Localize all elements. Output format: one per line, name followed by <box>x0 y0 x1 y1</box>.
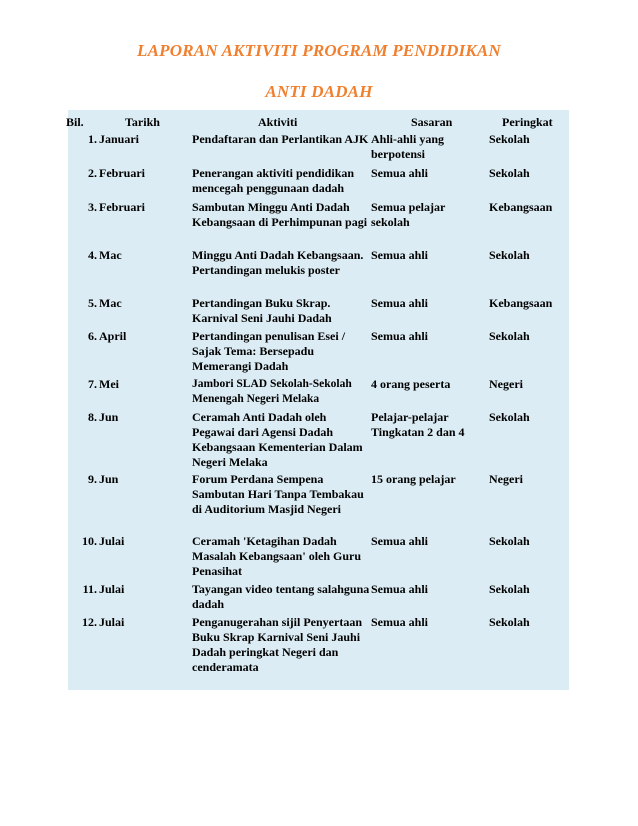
cell-tarikh: Mac <box>99 296 122 310</box>
cell-sasaran: 15 orang pelajar <box>371 472 456 486</box>
cell-aktiviti: Jambori SLAD Sekolah-Sekolah Menengah Negeri Melaka <box>192 378 352 405</box>
cell-tarikh: Jun <box>99 472 119 486</box>
cell-peringkat: Sekolah <box>489 534 530 548</box>
cell-bil: 12. <box>82 615 97 629</box>
cell-bil: 6. <box>88 329 97 343</box>
cell-tarikh: Mac <box>99 248 122 262</box>
cell-sasaran: 4 orang peserta <box>371 377 451 391</box>
cell-tarikh: Februari <box>99 166 145 180</box>
cell-tarikh: Julai <box>99 534 125 548</box>
cell-aktiviti: Ceramah Anti Dadah oleh Pegawai dari Agensi Dadah Kebangsaan Kementerian Dalam Negeri Melaka <box>192 410 363 469</box>
cell-sasaran: Semua ahli <box>371 329 429 343</box>
cell-bil: 4. <box>88 248 97 262</box>
header-sasaran: Sasaran <box>411 115 453 129</box>
cell-peringkat: Sekolah <box>489 166 530 180</box>
cell-peringkat: Negeri <box>489 472 523 486</box>
cell-bil: 8. <box>88 410 97 424</box>
cell-aktiviti: Penerangan aktiviti pendidikan mencegah penggunaan dadah <box>192 166 355 195</box>
cell-bil: 3. <box>88 200 97 214</box>
cell-peringkat: Sekolah <box>489 582 530 596</box>
header-bil: Bil. <box>66 115 84 129</box>
cell-sasaran: Semua ahli <box>371 615 429 629</box>
activity-table <box>68 110 569 690</box>
cell-bil: 7. <box>88 377 97 391</box>
cell-aktiviti: Pendaftaran dan Perlantikan AJK <box>192 132 369 146</box>
cell-sasaran: Semua pelajar sekolah <box>371 200 446 229</box>
report-title-line1: LAPORAN AKTIVITI PROGRAM PENDIDIKAN <box>137 41 501 60</box>
cell-tarikh: Julai <box>99 615 125 629</box>
report-title-line2: ANTI DADAH <box>265 82 373 101</box>
cell-tarikh: Januari <box>99 132 140 146</box>
cell-tarikh: Februari <box>99 200 145 214</box>
cell-aktiviti: Pertandingan penulisan Esei / Sajak Tema: Bersepadu Memerangi Dadah <box>192 329 346 373</box>
cell-bil: 11. <box>82 582 97 596</box>
cell-aktiviti: Pertandingan Buku Skrap. Karnival Seni Jauhi Dadah <box>192 296 332 325</box>
header-tarikh: Tarikh <box>125 115 160 129</box>
cell-aktiviti: Ceramah 'Ketagihan Dadah Masalah Kebangsaan' oleh Guru Penasihat <box>192 534 362 578</box>
header-aktiviti: Aktiviti <box>258 115 298 129</box>
cell-sasaran: Pelajar-pelajar Tingkatan 2 dan 4 <box>371 410 465 439</box>
cell-bil: 1. <box>88 132 97 146</box>
cell-peringkat: Sekolah <box>489 410 530 424</box>
cell-tarikh: Mei <box>99 377 119 391</box>
cell-tarikh: Julai <box>99 582 125 596</box>
cell-sasaran: Semua ahli <box>371 534 429 548</box>
cell-peringkat: Sekolah <box>489 132 530 146</box>
cell-aktiviti: Minggu Anti Dadah Kebangsaan. Pertandingan melukis poster <box>192 248 364 277</box>
cell-peringkat: Kebangsaan <box>489 296 553 310</box>
cell-aktiviti: Tayangan video tentang salahguna dadah <box>192 582 370 611</box>
cell-tarikh: Jun <box>99 410 119 424</box>
cell-bil: 2. <box>88 166 97 180</box>
cell-bil: 9. <box>88 472 97 486</box>
cell-sasaran: Semua ahli <box>371 296 429 310</box>
cell-peringkat: Kebangsaan <box>489 200 553 214</box>
cell-peringkat: Negeri <box>489 377 523 391</box>
cell-bil: 10. <box>82 534 97 548</box>
header-peringkat: Peringkat <box>502 115 553 129</box>
cell-aktiviti: Sambutan Minggu Anti Dadah Kebangsaan di Perhimpunan pagi <box>192 200 368 229</box>
cell-sasaran: Semua ahli <box>371 248 429 262</box>
cell-sasaran: Semua ahli <box>371 582 429 596</box>
cell-aktiviti: Forum Perdana Sempena Sambutan Hari Tanpa Tembakau di Auditorium Masjid Negeri <box>192 472 364 516</box>
cell-aktiviti: Penganugerahan sijil Penyertaan Buku Skrap Karnival Seni Jauhi Dadah peringkat Negeri dan cenderamata <box>192 615 362 674</box>
cell-peringkat: Sekolah <box>489 615 530 629</box>
cell-tarikh: April <box>99 329 127 343</box>
cell-peringkat: Sekolah <box>489 329 530 343</box>
cell-bil: 5. <box>88 296 97 310</box>
cell-sasaran: Ahli-ahli yang berpotensi <box>371 132 445 161</box>
cell-peringkat: Sekolah <box>489 248 530 262</box>
cell-sasaran: Semua ahli <box>371 166 429 180</box>
